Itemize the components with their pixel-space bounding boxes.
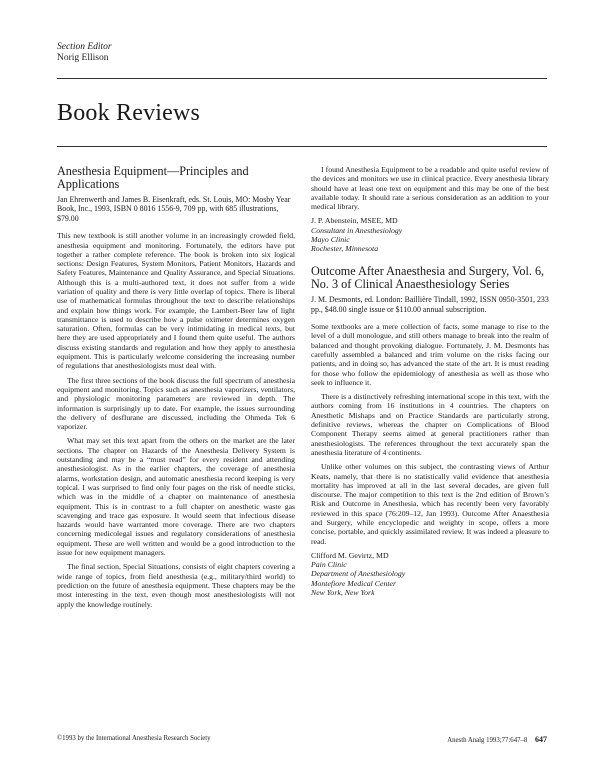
review1-paragraph: What may set this text apart from the others on the market are the later sections. The chapter on Hazards of the Anesthesia Delivery System is outstanding and may be a “must read” for every resident and attending anesthesiologist. As in the earlier chapters, the coverage of anesthesia alarms, workstation design, and automatic anesthesia record keeping is very topical. I was surprised to find only four pages on the risk of needle sticks, which was in the middle of a chapter on maintenance of anesthesia equipment. This is in contrast to a full chapter on anesthetic waste gas scavenging and trace gas exposure. It would seem that infectious disease hazards would have warranted more coverage. There are two chapters concerning medicolegal issues and regulatory considerations of anesthesia equipment. These are well written and would be a good introduction to the issue for new equipment managers. [57, 436, 295, 558]
review1-paragraph: I found Anesthesia Equipment to be a readable and quite useful review of the devices and monitors we use in clinical practice. Every anesthesia library should have at least one text on equipment and this may be one of the best available today. It should rate a serious consideration as an addition to your medical library. [311, 165, 549, 212]
right-column [311, 165, 549, 603]
review1-signature [311, 216, 549, 253]
reviewer-role: Pain Clinic [311, 560, 347, 570]
reviewer-name: J. P. Abenstein, MSEE, MD [311, 216, 398, 226]
review1-paragraph: The final section, Special Situations, consists of eight chapters covering a wide range of topics, from field anesthesia (e.g., military/third world) to prediction on the future of anesthesia equipment. These chapters may be the most interesting in the text, even though most anesthesiologists will not apply the knowledge routinely. [57, 562, 295, 609]
page-title: Book Reviews [57, 100, 201, 126]
reviewer-institution: Montefiore Medical Center [311, 578, 397, 588]
review1-title: Anesthesia Equipment—Principles and Applications [57, 164, 249, 191]
footer-journal-citation: Anesth Analg 1993;77:647–8 [447, 737, 528, 744]
top-divider [57, 78, 547, 79]
review2-citation: J. M. Desmonts, ed. London: Baillière Tindall, 1992, ISSN 0950-3501, 233 pp., $48.00 single issue or $110.00 annual subscription. [311, 295, 549, 314]
review2-paragraph: There is a distinctively refreshing international scope in this text, with the authors coming from 16 institutions in 4 countries. The chapters on Anesthetic Mishaps and on Practice Standards are particularly strong, definitive reviews, whereas the chapter on Complications of Blood Component Therapy seems aimed at general practitioners rather than anesthesiologists. The references throughout the text accurately span the anesthesia literature of 4 continents. [311, 392, 549, 457]
review2-paragraph: Unlike other volumes on this subject, the contrasting views of Arthur Keats, namely, that there is no statistically valid evidence that anesthesia mortality has improved at all in the last several decades, are given full discourse. The major competition to this text is the 2nd edition of Brown’s Risk and Outcome in Anesthesia, which has recently been very favorably reviewed in this space (76:209–12, Jan 1993). Outcome After Anaesthesia and Surgery, while encyclopedic and weighty in scope, offers a more concise, portable, and quickly assimilated review. It was indeed a pleasure to read. [311, 462, 549, 546]
review2-signature [311, 551, 549, 597]
footer-citation-block [447, 735, 547, 744]
section-editor-role: Section Editor [57, 42, 112, 52]
reviewer-department: Consultant in Anesthesiology [311, 225, 403, 235]
section-editor-name: Norig Ellison [57, 53, 109, 63]
reviewer-name: Clifford M. Gevirtz, MD [311, 550, 389, 560]
reviewer-city: New York, New York [311, 587, 375, 597]
review1-citation: Jan Ehrenwerth and James B. Eisenkraft, eds. St. Louis, MO: Mosby Year Book, Inc., 1993, ISBN 0 8016 1556-9, 709 pp, with 685 illustrations, $79.00 [57, 195, 291, 223]
review2-title: Outcome After Anaesthesia and Surgery, Vol. 6, No. 3 of Clinical Anaesthesiology Series [311, 264, 545, 292]
reviewer-institution: Mayo Clinic [311, 234, 350, 244]
review1-paragraph: The first three sections of the book discuss the full spectrum of anesthesia equipment and monitoring. Topics such as anesthesia vaporizers, ventilators, and physiologic monitoring parameters are reviewed in depth. The information is surprisingly up to date. For example, the issues surrounding the delivery of desflurane are discussed, including the Ohmeda Tek 6 vaporizer. [57, 375, 295, 432]
reviewer-department: Department of Anesthesiology [311, 569, 406, 579]
section-editor-block [57, 42, 112, 64]
heading-divider [57, 146, 547, 147]
page-footer [57, 735, 547, 747]
reviewer-city: Rochester, Minnesota [311, 244, 379, 254]
review2-paragraph: Some textbooks are a mere collection of facts, some manage to rise to the level of a dull monologue, and still others manage to break into the realm of balanced and thought provoking dialogue. Fortunately, J. M. Desmonts has carefully assembled a balanced and trim volume on the risks facing our patients, and in doing so, has advanced the state of the art. It is must reading for those who follow the epidemiology of anesthesia as well as those who seek to influence it. [311, 322, 549, 387]
left-column [57, 165, 295, 614]
footer-copyright: ©1993 by the International Anesthesia Research Society [57, 735, 211, 742]
page-number: 647 [535, 735, 547, 744]
review1-paragraph: This new textbook is still another volume in an increasingly crowded field, anesthesia equipment and monitoring. Fortunately, the editors have put together a rather complete reference. The book is broken into six logical sections: Design Features, System Monitors, Patient Monitors, Hazards and Safety Features, Maintenance and Quality Assurance, and Special Situations. Although this is a multi-authored text, it does not suffer from a wide variation of quality and there is very little overlap of topics. There is liberal use of mathematical formulas throughout the text to describe relationships and explain how things work. For example, the Lambert-Beer law of light transmittance is used to describe how a pulse oximeter determines oxygen saturation. Often, formulas can be very intimidating in medical texts, but here they are used appropriately and I found them quite useful. The authors discuss existing standards and regulation and how they apply to anesthesia equipment. This is particularly welcome considering the increasing number of regulations that anesthesiologists must deal with. [57, 231, 295, 371]
